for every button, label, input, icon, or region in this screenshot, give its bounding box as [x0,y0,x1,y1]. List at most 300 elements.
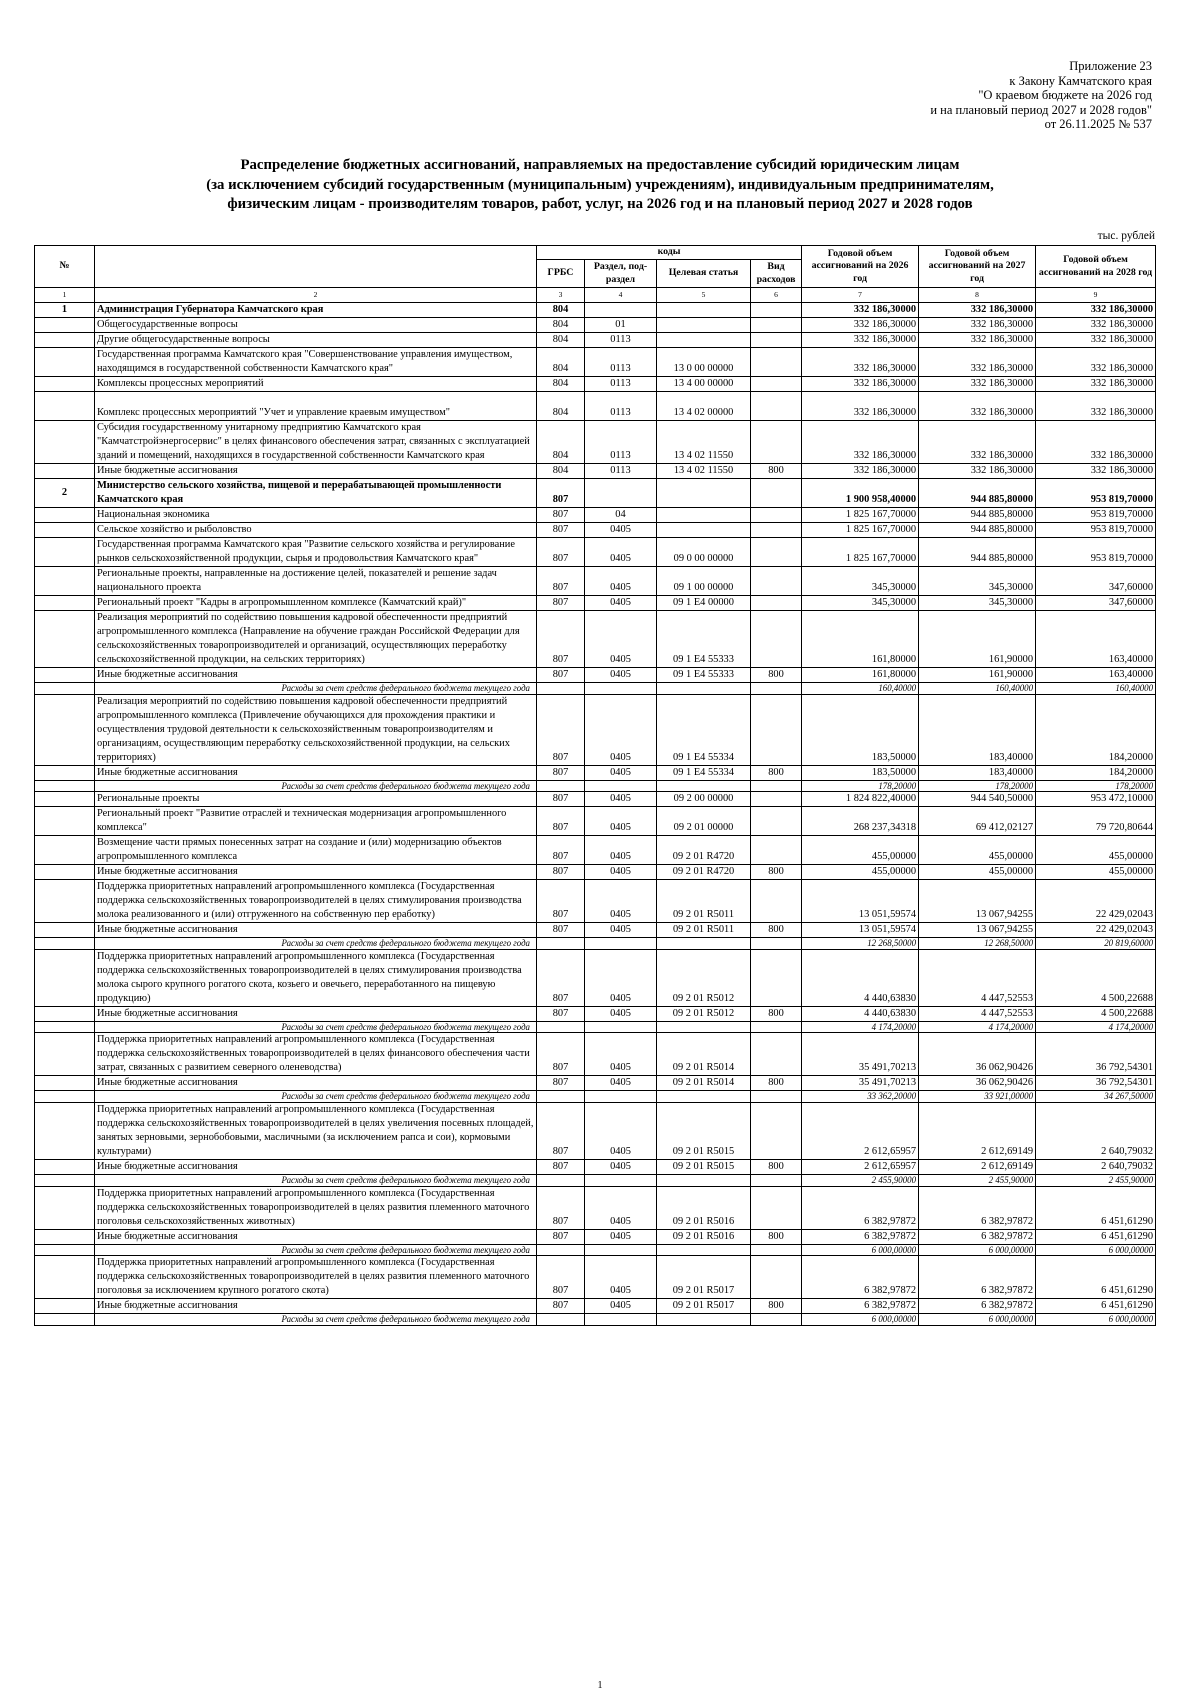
table-row [35,938,1156,950]
cell-target [657,1091,751,1103]
header-name [95,246,537,288]
cell-razdel: 0405 [585,694,657,765]
cell-2027: 33 921,00000 [919,1091,1036,1103]
cell-2026: 455,00000 [802,836,919,865]
cell-target: 09 2 01 R5014 [657,1033,751,1076]
column-number: 7 [802,288,919,303]
cell-target: 09 2 01 R5016 [657,1229,751,1244]
cell-razdel [585,479,657,508]
cell-vid [751,523,802,538]
cell-target: 09 2 01 R4720 [657,865,751,880]
cell-razdel: 0405 [585,865,657,880]
table-row [35,694,1156,765]
cell-razdel: 0405 [585,1159,657,1174]
cell-2027: 332 186,30000 [919,348,1036,377]
cell-target: 13 0 00 00000 [657,348,751,377]
cell-number [35,694,95,765]
cell-2028: 178,20000 [1036,780,1156,792]
cell-2027: 36 062,90426 [919,1033,1036,1076]
cell-vid [751,836,802,865]
cell-vid [751,611,802,668]
cell-target [657,479,751,508]
cell-2026: 13 051,59574 [802,923,919,938]
cell-number [35,1244,95,1256]
cell-number [35,1299,95,1314]
cell-razdel [585,303,657,318]
cell-2026: 455,00000 [802,865,919,880]
cell-grbs: 807 [537,765,585,780]
cell-vid [751,1186,802,1229]
cell-vid [751,792,802,807]
cell-2026: 1 825 167,70000 [802,538,919,567]
table-row [35,611,1156,668]
cell-2028: 332 186,30000 [1036,318,1156,333]
cell-2027: 6 382,97872 [919,1229,1036,1244]
cell-grbs: 804 [537,333,585,348]
cell-2028: 332 186,30000 [1036,377,1156,392]
cell-razdel: 0405 [585,949,657,1006]
cell-number [35,508,95,523]
cell-razdel [585,780,657,792]
cell-2027: 455,00000 [919,865,1036,880]
cell-2027: 6 382,97872 [919,1186,1036,1229]
cell-2028: 4 500,22688 [1036,1006,1156,1021]
cell-number [35,318,95,333]
cell-name: Поддержка приоритетных направлений агропромышленного комплекса (Государственная поддержка сельскохозяйственных товаропроизводителей в целях стимулирования производства молока сырого крупного рогатого скота, козьего и овечьего, переработанного на пищевую продукцию) [95,949,537,1006]
cell-2026: 268 237,34318 [802,807,919,836]
appendix-line: и на плановый период 2027 и 2028 годов" [930,102,1152,117]
cell-2028: 4 500,22688 [1036,949,1156,1006]
table-row [35,1314,1156,1326]
cell-name: Иные бюджетные ассигнования [95,668,537,683]
cell-2028: 22 429,02043 [1036,923,1156,938]
cell-razdel: 0405 [585,1229,657,1244]
cell-2028: 160,40000 [1036,683,1156,695]
header-no: № [35,246,95,288]
cell-vid [751,1314,802,1326]
cell-number [35,1314,95,1326]
cell-grbs: 807 [537,1299,585,1314]
cell-vid [751,683,802,695]
cell-number [35,1076,95,1091]
cell-razdel: 0405 [585,668,657,683]
cell-2027: 69 412,02127 [919,807,1036,836]
cell-grbs: 804 [537,318,585,333]
cell-2028: 20 819,60000 [1036,938,1156,950]
cell-2026: 332 186,30000 [802,303,919,318]
table-row [35,1091,1156,1103]
cell-2028: 455,00000 [1036,865,1156,880]
cell-target: 13 4 02 11550 [657,464,751,479]
cell-grbs [537,1314,585,1326]
cell-grbs: 804 [537,392,585,421]
cell-2026: 161,80000 [802,611,919,668]
cell-vid: 800 [751,1076,802,1091]
table-row [35,1174,1156,1186]
cell-2026: 332 186,30000 [802,377,919,392]
cell-2027: 161,90000 [919,668,1036,683]
cell-2028: 953 819,70000 [1036,508,1156,523]
table-row [35,765,1156,780]
table-row [35,1244,1156,1256]
cell-target: 09 2 00 00000 [657,792,751,807]
cell-grbs [537,1021,585,1033]
cell-vid [751,949,802,1006]
cell-vid: 800 [751,1299,802,1314]
cell-razdel [585,938,657,950]
cell-2028: 2 640,79032 [1036,1159,1156,1174]
header-codes: коды [537,246,802,260]
cell-number [35,1021,95,1033]
cell-2027: 944 885,80000 [919,479,1036,508]
cell-grbs: 807 [537,1159,585,1174]
title-line: физическим лицам - производителям товаров, работ, услуг, на 2026 год и на плановый период 2027 и 2028 годов [227,196,973,212]
cell-vid: 800 [751,668,802,683]
cell-vid [751,421,802,464]
appendix-note [930,59,1152,132]
cell-number [35,538,95,567]
cell-target: 09 2 01 R5015 [657,1159,751,1174]
cell-target: 09 0 00 00000 [657,538,751,567]
cell-2026: 4 440,63830 [802,949,919,1006]
cell-2026: 332 186,30000 [802,421,919,464]
cell-razdel [585,1314,657,1326]
cell-vid: 800 [751,765,802,780]
cell-target: 09 1 E4 55333 [657,611,751,668]
cell-target [657,1174,751,1186]
cell-name: Общегосударственные вопросы [95,318,537,333]
cell-name: Государственная программа Камчатского края "Развитие сельского хозяйства и регулирование рынков сельскохозяйственной продукции, сырья и продовольствия Камчатского края" [95,538,537,567]
cell-2026: 2 612,65957 [802,1159,919,1174]
cell-name: Субсидия государственному унитарному предприятию Камчатского края "Камчатстройэнергосервис" в целях финансового обеспечения затрат, связанных с эксплуатацией зданий и помещений, находящихся в государственной собственности Камчатского края [95,421,537,464]
cell-grbs: 807 [537,538,585,567]
cell-2027: 944 540,50000 [919,792,1036,807]
cell-2026: 183,50000 [802,765,919,780]
cell-2026: 2 612,65957 [802,1102,919,1159]
table-row [35,836,1156,865]
cell-2027: 178,20000 [919,780,1036,792]
cell-number [35,596,95,611]
cell-2027: 183,40000 [919,765,1036,780]
cell-2026: 12 268,50000 [802,938,919,950]
cell-vid [751,1033,802,1076]
cell-2026: 183,50000 [802,694,919,765]
cell-2026: 6 000,00000 [802,1244,919,1256]
cell-2028: 2 455,90000 [1036,1174,1156,1186]
cell-vid: 800 [751,1159,802,1174]
cell-name: Комплекс процессных мероприятий "Учет и управление краевым имуществом" [95,392,537,421]
cell-name: Иные бюджетные ассигнования [95,923,537,938]
cell-name: Иные бюджетные ассигнования [95,865,537,880]
cell-2027: 345,30000 [919,596,1036,611]
cell-target: 09 2 01 R5017 [657,1256,751,1299]
cell-2027: 4 447,52553 [919,949,1036,1006]
column-number-row [35,288,1156,303]
cell-2027: 6 382,97872 [919,1256,1036,1299]
table-row [35,1102,1156,1159]
cell-target: 09 1 E4 55333 [657,668,751,683]
cell-number [35,683,95,695]
cell-razdel: 0113 [585,464,657,479]
cell-2026: 178,20000 [802,780,919,792]
cell-razdel: 0405 [585,567,657,596]
cell-2028: 332 186,30000 [1036,303,1156,318]
cell-2026: 332 186,30000 [802,464,919,479]
table-body [35,288,1156,1326]
cell-number [35,464,95,479]
header-razdel: Раздел, под-раздел [585,260,657,288]
cell-number [35,865,95,880]
cell-name: Расходы за счет средств федерального бюджета текущего года [95,938,537,950]
cell-vid: 800 [751,464,802,479]
cell-vid [751,1174,802,1186]
table-row [35,1076,1156,1091]
cell-name: Иные бюджетные ассигнования [95,464,537,479]
cell-razdel: 0405 [585,1006,657,1021]
cell-razdel: 0113 [585,377,657,392]
cell-grbs: 804 [537,421,585,464]
cell-name: Иные бюджетные ассигнования [95,1159,537,1174]
table-row [35,479,1156,508]
table-row [35,567,1156,596]
cell-vid [751,318,802,333]
cell-target: 09 2 01 R5017 [657,1299,751,1314]
column-number: 4 [585,288,657,303]
cell-grbs: 804 [537,303,585,318]
cell-vid [751,348,802,377]
cell-number [35,567,95,596]
column-number: 9 [1036,288,1156,303]
cell-vid: 800 [751,865,802,880]
cell-number [35,1102,95,1159]
cell-2026: 35 491,70213 [802,1033,919,1076]
cell-name: Поддержка приоритетных направлений агропромышленного комплекса (Государственная поддержка сельскохозяйственных товаропроизводителей в целях стимулирования производства молока реализованного и (или) отгруженного на собственную пер еработку) [95,880,537,923]
cell-2028: 953 472,10000 [1036,792,1156,807]
table-row [35,333,1156,348]
cell-number: 2 [35,479,95,508]
appendix-line: "О краевом бюджете на 2026 год [978,88,1152,103]
cell-target: 13 4 02 11550 [657,421,751,464]
cell-razdel [585,1174,657,1186]
cell-grbs: 807 [537,1256,585,1299]
column-number: 5 [657,288,751,303]
table-row [35,1299,1156,1314]
cell-target: 09 2 01 R5012 [657,949,751,1006]
cell-grbs: 807 [537,1229,585,1244]
cell-grbs: 807 [537,836,585,865]
cell-name: Возмещение части прямых понесенных затрат на создание и (или) модернизацию объектов агропромышленного комплекса [95,836,537,865]
cell-2028: 332 186,30000 [1036,392,1156,421]
cell-razdel: 0405 [585,807,657,836]
table-row [35,1006,1156,1021]
units-label: тыс. рублей [1097,230,1155,242]
cell-number [35,780,95,792]
cell-grbs: 807 [537,611,585,668]
cell-name: Поддержка приоритетных направлений агропромышленного комплекса (Государственная поддержка сельскохозяйственных товаропроизводителей в целях финансового обеспечения части затрат, связанных с развитием северного оленеводства) [95,1033,537,1076]
cell-grbs: 807 [537,1033,585,1076]
cell-number [35,377,95,392]
cell-razdel: 0113 [585,392,657,421]
cell-vid [751,508,802,523]
table-row [35,865,1156,880]
cell-vid [751,567,802,596]
table-row [35,1159,1156,1174]
cell-2026: 6 382,97872 [802,1186,919,1229]
cell-grbs: 804 [537,348,585,377]
cell-2028: 953 819,70000 [1036,479,1156,508]
cell-vid [751,333,802,348]
cell-razdel: 0405 [585,523,657,538]
table-row [35,807,1156,836]
page-number: 1 [597,1680,603,1691]
cell-name: Расходы за счет средств федерального бюджета текущего года [95,780,537,792]
cell-name: Региональные проекты, направленные на достижение целей, показателей и решение задач национального проекта [95,567,537,596]
cell-2026: 6 000,00000 [802,1314,919,1326]
column-number: 1 [35,288,95,303]
cell-razdel: 01 [585,318,657,333]
cell-2028: 163,40000 [1036,668,1156,683]
cell-2027: 4 447,52553 [919,1006,1036,1021]
cell-number: 1 [35,303,95,318]
cell-target: 13 4 02 00000 [657,392,751,421]
cell-grbs: 807 [537,949,585,1006]
cell-number [35,1256,95,1299]
cell-name: Расходы за счет средств федерального бюджета текущего года [95,1314,537,1326]
cell-vid [751,1256,802,1299]
cell-target: 09 1 E4 55334 [657,765,751,780]
cell-2028: 2 640,79032 [1036,1102,1156,1159]
cell-name: Расходы за счет средств федерального бюджета текущего года [95,1244,537,1256]
appendix-line: от 26.11.2025 № 537 [1044,117,1152,132]
cell-vid [751,303,802,318]
cell-2028: 163,40000 [1036,611,1156,668]
header-target: Целевая статья [657,260,751,288]
cell-2027: 944 885,80000 [919,508,1036,523]
cell-vid [751,880,802,923]
cell-grbs: 807 [537,792,585,807]
cell-name: Расходы за счет средств федерального бюджета текущего года [95,1021,537,1033]
table-row [35,880,1156,923]
cell-number [35,1174,95,1186]
cell-grbs: 807 [537,1076,585,1091]
cell-2028: 332 186,30000 [1036,333,1156,348]
cell-vid [751,1102,802,1159]
cell-2028: 22 429,02043 [1036,880,1156,923]
cell-grbs [537,1091,585,1103]
cell-vid [751,1091,802,1103]
cell-vid: 800 [751,1006,802,1021]
table-row [35,683,1156,695]
cell-target: 09 2 01 R5016 [657,1186,751,1229]
cell-2026: 332 186,30000 [802,333,919,348]
cell-2028: 347,60000 [1036,596,1156,611]
cell-number [35,807,95,836]
cell-target [657,318,751,333]
cell-2027: 36 062,90426 [919,1076,1036,1091]
cell-vid [751,807,802,836]
cell-name: Администрация Губернатора Камчатского края [95,303,537,318]
cell-2026: 33 362,20000 [802,1091,919,1103]
cell-number [35,421,95,464]
cell-name: Иные бюджетные ассигнования [95,1299,537,1314]
cell-target [657,333,751,348]
cell-razdel: 0405 [585,596,657,611]
cell-razdel: 0405 [585,836,657,865]
cell-2027: 183,40000 [919,694,1036,765]
cell-razdel: 0113 [585,333,657,348]
cell-razdel: 0405 [585,1186,657,1229]
cell-2027: 455,00000 [919,836,1036,865]
cell-2028: 347,60000 [1036,567,1156,596]
cell-razdel: 0405 [585,538,657,567]
column-number: 8 [919,288,1036,303]
cell-target [657,938,751,950]
title-line: Распределение бюджетных ассигнований, направляемых на предоставление субсидий юридическим лицам [240,157,960,173]
cell-vid [751,596,802,611]
cell-2027: 332 186,30000 [919,377,1036,392]
header-2026: Годовой объем ассигнований на 2026 год [802,246,919,288]
cell-grbs: 807 [537,567,585,596]
cell-razdel: 0405 [585,611,657,668]
cell-2027: 2 612,69149 [919,1102,1036,1159]
cell-2026: 1 900 958,40000 [802,479,919,508]
table-row [35,318,1156,333]
cell-razdel [585,683,657,695]
cell-2026: 160,40000 [802,683,919,695]
cell-2027: 332 186,30000 [919,333,1036,348]
table-row [35,1229,1156,1244]
cell-name: Государственная программа Камчатского края "Совершенствование управления имуществом, находящимся в государственной собственности Камчатского края" [95,348,537,377]
cell-target [657,1021,751,1033]
cell-2028: 6 451,61290 [1036,1186,1156,1229]
cell-2027: 13 067,94255 [919,923,1036,938]
cell-name: Реализация мероприятий по содействию повышения кадровой обеспеченности предприятий агропромышленного комплекса (Привлечение обучающихся для прохождения практики и осуществления трудовой деятельности к сельскохозяйственным товаропроизводителям и организациям, осуществляющим переработку сельскохозяйственной продукции, на сельских территориях) [95,694,537,765]
cell-grbs: 804 [537,377,585,392]
cell-name: Иные бюджетные ассигнования [95,1006,537,1021]
cell-2026: 1 824 822,40000 [802,792,919,807]
cell-target: 09 2 01 00000 [657,807,751,836]
cell-vid [751,938,802,950]
table-row [35,1021,1156,1033]
cell-vid: 800 [751,923,802,938]
cell-2027: 2 455,90000 [919,1174,1036,1186]
cell-razdel: 0405 [585,880,657,923]
cell-razdel: 0405 [585,792,657,807]
cell-number [35,1091,95,1103]
cell-grbs: 807 [537,880,585,923]
cell-name: Реализация мероприятий по содействию повышения кадровой обеспеченности предприятий агропромышленного комплекса (Направление на обучение граждан Российской Федерации для сельскохозяйственных товаропроизводителей и организаций, осуществляющих переработку сельскохозяйственной продукции, на сельских территориях) [95,611,537,668]
cell-2028: 6 451,61290 [1036,1256,1156,1299]
cell-target: 09 1 E4 55334 [657,694,751,765]
cell-2027: 4 174,20000 [919,1021,1036,1033]
table-row [35,523,1156,538]
cell-2026: 332 186,30000 [802,392,919,421]
appendix-line: Приложение 23 [1069,59,1152,73]
cell-grbs: 807 [537,865,585,880]
cell-name: Расходы за счет средств федерального бюджета текущего года [95,1091,537,1103]
table-row [35,949,1156,1006]
cell-razdel: 0405 [585,1076,657,1091]
cell-number [35,1186,95,1229]
cell-2026: 332 186,30000 [802,348,919,377]
cell-2028: 6 451,61290 [1036,1299,1156,1314]
cell-2026: 4 174,20000 [802,1021,919,1033]
cell-target [657,523,751,538]
cell-2026: 161,80000 [802,668,919,683]
cell-2027: 332 186,30000 [919,392,1036,421]
cell-target: 09 2 01 R5014 [657,1076,751,1091]
cell-2027: 332 186,30000 [919,421,1036,464]
